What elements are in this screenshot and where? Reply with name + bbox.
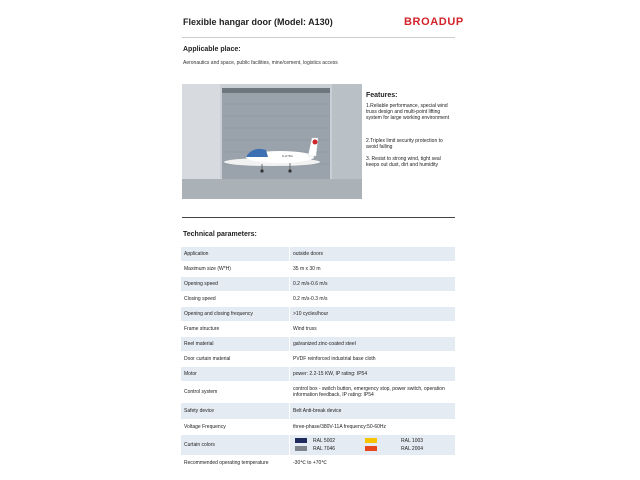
param-value: Wind truss bbox=[289, 322, 455, 336]
applicable-heading: Applicable place: bbox=[183, 46, 241, 53]
table-row bbox=[181, 420, 455, 434]
param-name: Recommended operating temperature bbox=[181, 456, 289, 470]
param-value: PVDF reinforced industrial base cloth bbox=[289, 352, 455, 366]
param-name: Voltage Frequency bbox=[181, 420, 289, 434]
table-row bbox=[181, 262, 455, 276]
color-label: RAL 1003 bbox=[401, 438, 424, 444]
table-row bbox=[181, 247, 455, 261]
color-label: RAL 7046 bbox=[313, 446, 336, 452]
table-row bbox=[181, 367, 455, 381]
page-title: Flexible hangar door (Model: A130) bbox=[183, 17, 333, 27]
param-value: power: 2.2-15 KW, IP rating: IP54 bbox=[289, 367, 455, 381]
table-row bbox=[181, 403, 455, 419]
color-swatches bbox=[293, 436, 452, 454]
param-name: Opening and closing frequency bbox=[181, 307, 289, 321]
param-value: >10 cycles/hour bbox=[289, 307, 455, 321]
param-value: 0.2 m/s-0.6 m/s bbox=[289, 277, 455, 291]
hangar-floor bbox=[182, 179, 362, 199]
header-divider bbox=[182, 37, 455, 38]
param-value: 35 m x 30 m bbox=[289, 262, 455, 276]
param-name: Motor bbox=[181, 367, 289, 381]
table-row bbox=[181, 322, 455, 336]
table-row bbox=[181, 307, 455, 321]
param-name: Control system bbox=[181, 382, 289, 402]
table-row bbox=[181, 456, 455, 470]
table-row bbox=[181, 292, 455, 306]
hangar-photo bbox=[182, 84, 362, 199]
color-swatch bbox=[365, 438, 377, 443]
table-row bbox=[181, 435, 455, 455]
param-name: Door curtain material bbox=[181, 352, 289, 366]
param-value: 0.2 m/s-0.3 m/s bbox=[289, 292, 455, 306]
parameters-table bbox=[181, 246, 455, 471]
param-value: Belt Anti-break device bbox=[289, 403, 455, 419]
tail-logo bbox=[313, 140, 318, 145]
param-name: Curtain colors bbox=[181, 435, 289, 455]
param-name: Application bbox=[181, 247, 289, 261]
right-wall-panel bbox=[332, 84, 362, 179]
feature-item: 3. Resist to strong wind, tight seal keeps out dust, dirt and humidity bbox=[366, 156, 441, 168]
feature-item: 1.Reliable performance, special wind truss design and multi-point lifting system for large working environment bbox=[366, 103, 450, 121]
param-name: Frame structure bbox=[181, 322, 289, 336]
param-name: Closing speed bbox=[181, 292, 289, 306]
left-wall-panel bbox=[182, 84, 220, 179]
table-row bbox=[181, 352, 455, 366]
color-swatch bbox=[295, 438, 307, 443]
param-value: control box - switch button, emergency stop, power switch, operation information feedback, IP rating: IP54 bbox=[289, 382, 455, 402]
brand-logo: BROADUP bbox=[404, 16, 464, 28]
hangar-illustration bbox=[182, 84, 362, 199]
param-name: Safety device bbox=[181, 403, 289, 419]
table-row bbox=[181, 382, 455, 402]
applicable-text: Aeronautics and space, public facilities, mine/cement, logistics access bbox=[183, 60, 338, 66]
param-name: Opening speed bbox=[181, 277, 289, 291]
param-name: Maximum size (W*H) bbox=[181, 262, 289, 276]
param-value: outside doors bbox=[289, 247, 455, 261]
technical-heading: Technical parameters: bbox=[183, 231, 257, 238]
features-heading: Features: bbox=[366, 92, 398, 99]
table-row bbox=[181, 337, 455, 351]
param-value bbox=[289, 435, 455, 455]
param-value: three-phase/380V-11A frequency:50-60Hz bbox=[289, 420, 455, 434]
color-swatch bbox=[295, 446, 307, 451]
hangar-door bbox=[222, 92, 330, 180]
section-divider bbox=[182, 217, 455, 218]
plane-registration: D-ETBA bbox=[282, 154, 294, 158]
param-value: -30℃ to +70℃ bbox=[289, 456, 455, 470]
feature-item: 2.Triplex limit security protection to avoid falling bbox=[366, 138, 443, 150]
param-value: galvanized zinc-coated steel bbox=[289, 337, 455, 351]
color-label: RAL 2004 bbox=[401, 446, 424, 452]
color-swatch bbox=[365, 446, 377, 451]
color-label: RAL 5002 bbox=[313, 438, 336, 444]
table-row bbox=[181, 277, 455, 291]
param-name: Reel material bbox=[181, 337, 289, 351]
door-header-beam bbox=[222, 88, 330, 93]
